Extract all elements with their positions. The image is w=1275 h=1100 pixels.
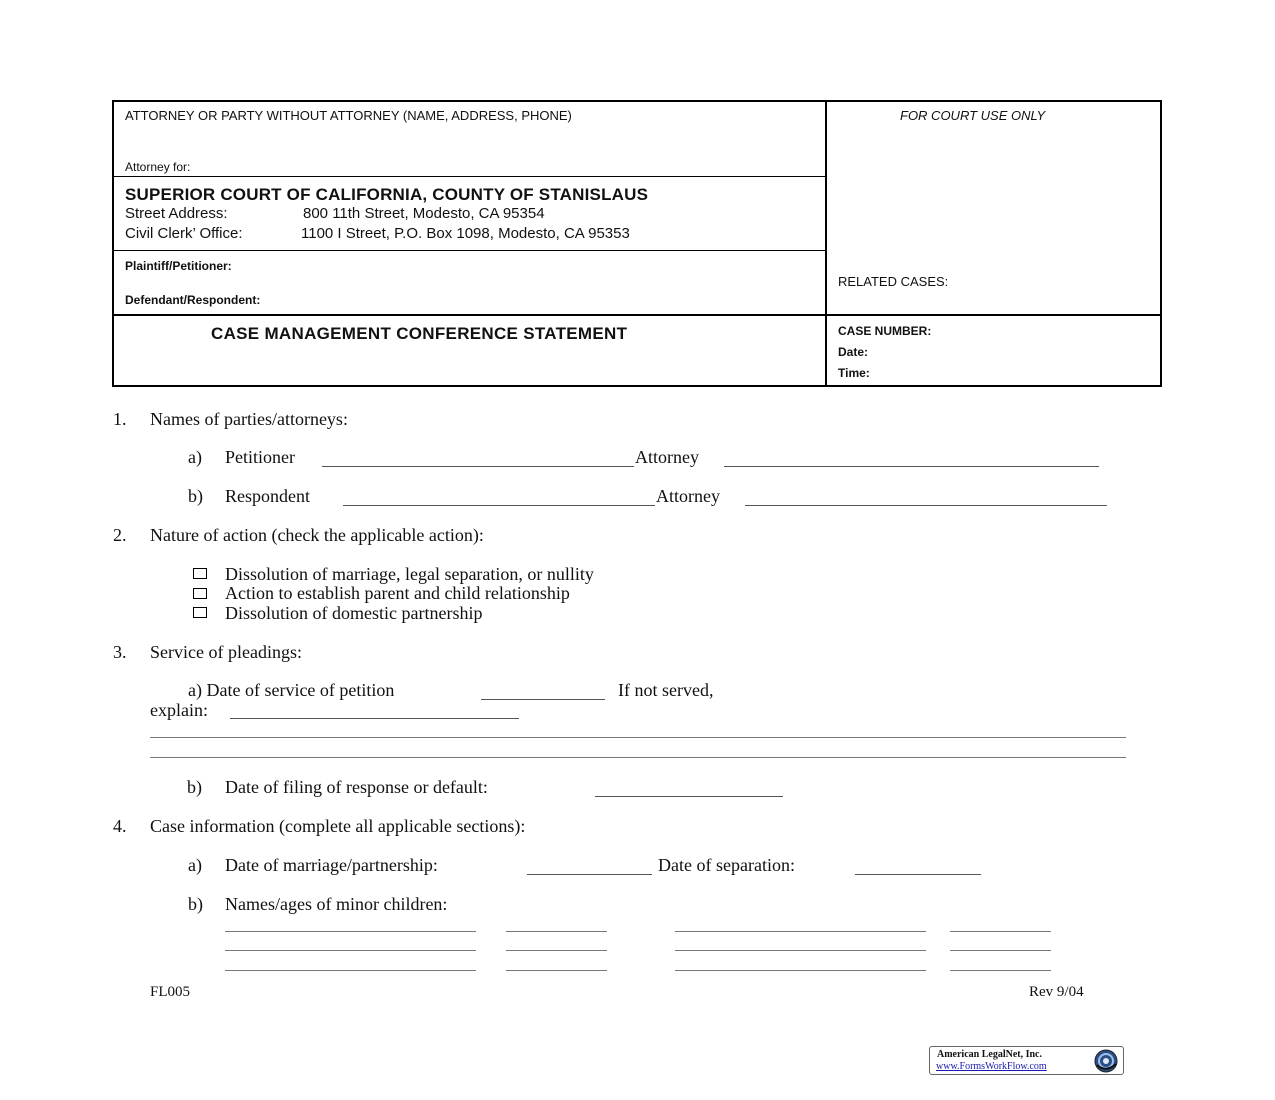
child-name-field[interactable] [675, 970, 926, 971]
section4-title: Case information (complete all applicable sections): [150, 816, 526, 836]
date-label: Date: [838, 345, 869, 359]
section2-title: Nature of action (check the applicable action): [150, 525, 484, 545]
revision-label: Rev 9/04 [1029, 984, 1084, 1000]
form-code: FL005 [150, 984, 191, 1000]
parent-child-label: Action to establish parent and child relationship [225, 583, 570, 603]
respondent-attorney-label: Attorney [656, 486, 720, 506]
child-age-field[interactable] [506, 931, 607, 932]
respondent-field[interactable] [343, 505, 655, 506]
section1-number: 1. [113, 409, 127, 429]
child-age-field[interactable] [950, 931, 1051, 932]
publisher-logo[interactable] [929, 1046, 1124, 1075]
court-use-label: FOR COURT USE ONLY [900, 108, 1046, 123]
section3-number: 3. [113, 642, 127, 662]
explain-line-2[interactable] [150, 757, 1126, 758]
petitioner-attorney-label: Attorney [635, 447, 699, 467]
marriage-date-label: Date of marriage/partnership: [225, 855, 438, 875]
globe-icon [1093, 1048, 1119, 1074]
child-name-field[interactable] [225, 950, 476, 951]
form-title: CASE MANAGEMENT CONFERENCE STATEMENT [211, 324, 628, 343]
clerk-office-value: 1100 I Street, P.O. Box 1098, Modesto, CA 95353 [301, 225, 630, 242]
dissolution-marriage-checkbox[interactable] [193, 568, 207, 579]
service-date-label: a) Date of service of petition [188, 680, 395, 700]
section1-title: Names of parties/attorneys: [150, 409, 348, 429]
defendant-label: Defendant/Respondent: [125, 293, 261, 307]
street-address-value: 800 11th Street, Modesto, CA 95354 [303, 205, 545, 222]
clerk-office-label: Civil Clerk’ Office: [125, 225, 243, 242]
petitioner-label: Petitioner [225, 447, 295, 467]
marriage-item-label: a) [188, 855, 202, 875]
petitioner-item-label: a) [188, 447, 202, 467]
children-label: Names/ages of minor children: [225, 894, 448, 914]
respondent-attorney-field[interactable] [745, 505, 1107, 506]
caption-divider [825, 100, 827, 387]
domestic-partnership-checkbox[interactable] [193, 607, 207, 618]
response-date-field[interactable] [595, 796, 783, 797]
logo-name: American LegalNet, Inc. [937, 1049, 1042, 1060]
case-number-label: CASE NUMBER: [838, 324, 932, 338]
service-date-field[interactable] [481, 699, 605, 700]
rule-parties [112, 314, 1162, 316]
attorney-for-label: Attorney for: [125, 160, 191, 174]
section3-title: Service of pleadings: [150, 642, 302, 662]
explain-field[interactable] [230, 718, 519, 719]
domestic-partnership-label: Dissolution of domestic partnership [225, 603, 483, 623]
time-label: Time: [838, 366, 870, 380]
explain-line-1[interactable] [150, 737, 1126, 738]
parent-child-checkbox[interactable] [193, 588, 207, 599]
child-age-field[interactable] [950, 970, 1051, 971]
separation-date-label: Date of separation: [658, 855, 795, 875]
child-age-field[interactable] [950, 950, 1051, 951]
attorney-label: ATTORNEY OR PARTY WITHOUT ATTORNEY (NAME, ADDRESS, PHONE) [125, 108, 572, 123]
marriage-date-field[interactable] [527, 874, 652, 875]
petitioner-attorney-field[interactable] [724, 466, 1099, 467]
child-name-field[interactable] [225, 931, 476, 932]
response-date-label: Date of filing of response or default: [225, 777, 488, 797]
if-not-served-label: If not served, [618, 680, 714, 700]
respondent-item-label: b) [188, 486, 203, 506]
response-item-label: b) [187, 777, 202, 797]
rule-attorney [112, 176, 825, 177]
child-age-field[interactable] [506, 970, 607, 971]
petitioner-field[interactable] [322, 466, 634, 467]
section2-number: 2. [113, 525, 127, 545]
section4-number: 4. [113, 816, 127, 836]
child-name-field[interactable] [225, 970, 476, 971]
child-name-field[interactable] [675, 950, 926, 951]
children-item-label: b) [188, 894, 203, 914]
explain-label: explain: [150, 700, 208, 720]
plaintiff-label: Plaintiff/Petitioner: [125, 259, 232, 273]
related-cases-label: RELATED CASES: [838, 274, 949, 289]
respondent-label: Respondent [225, 486, 310, 506]
court-name: SUPERIOR COURT OF CALIFORNIA, COUNTY OF STANISLAUS [125, 185, 649, 204]
logo-url[interactable]: www.FormsWorkFlow.com [936, 1061, 1047, 1072]
dissolution-marriage-label: Dissolution of marriage, legal separation, or nullity [225, 564, 594, 584]
rule-court [112, 250, 825, 251]
separation-date-field[interactable] [855, 874, 981, 875]
child-age-field[interactable] [506, 950, 607, 951]
street-address-label: Street Address: [125, 205, 228, 222]
child-name-field[interactable] [675, 931, 926, 932]
